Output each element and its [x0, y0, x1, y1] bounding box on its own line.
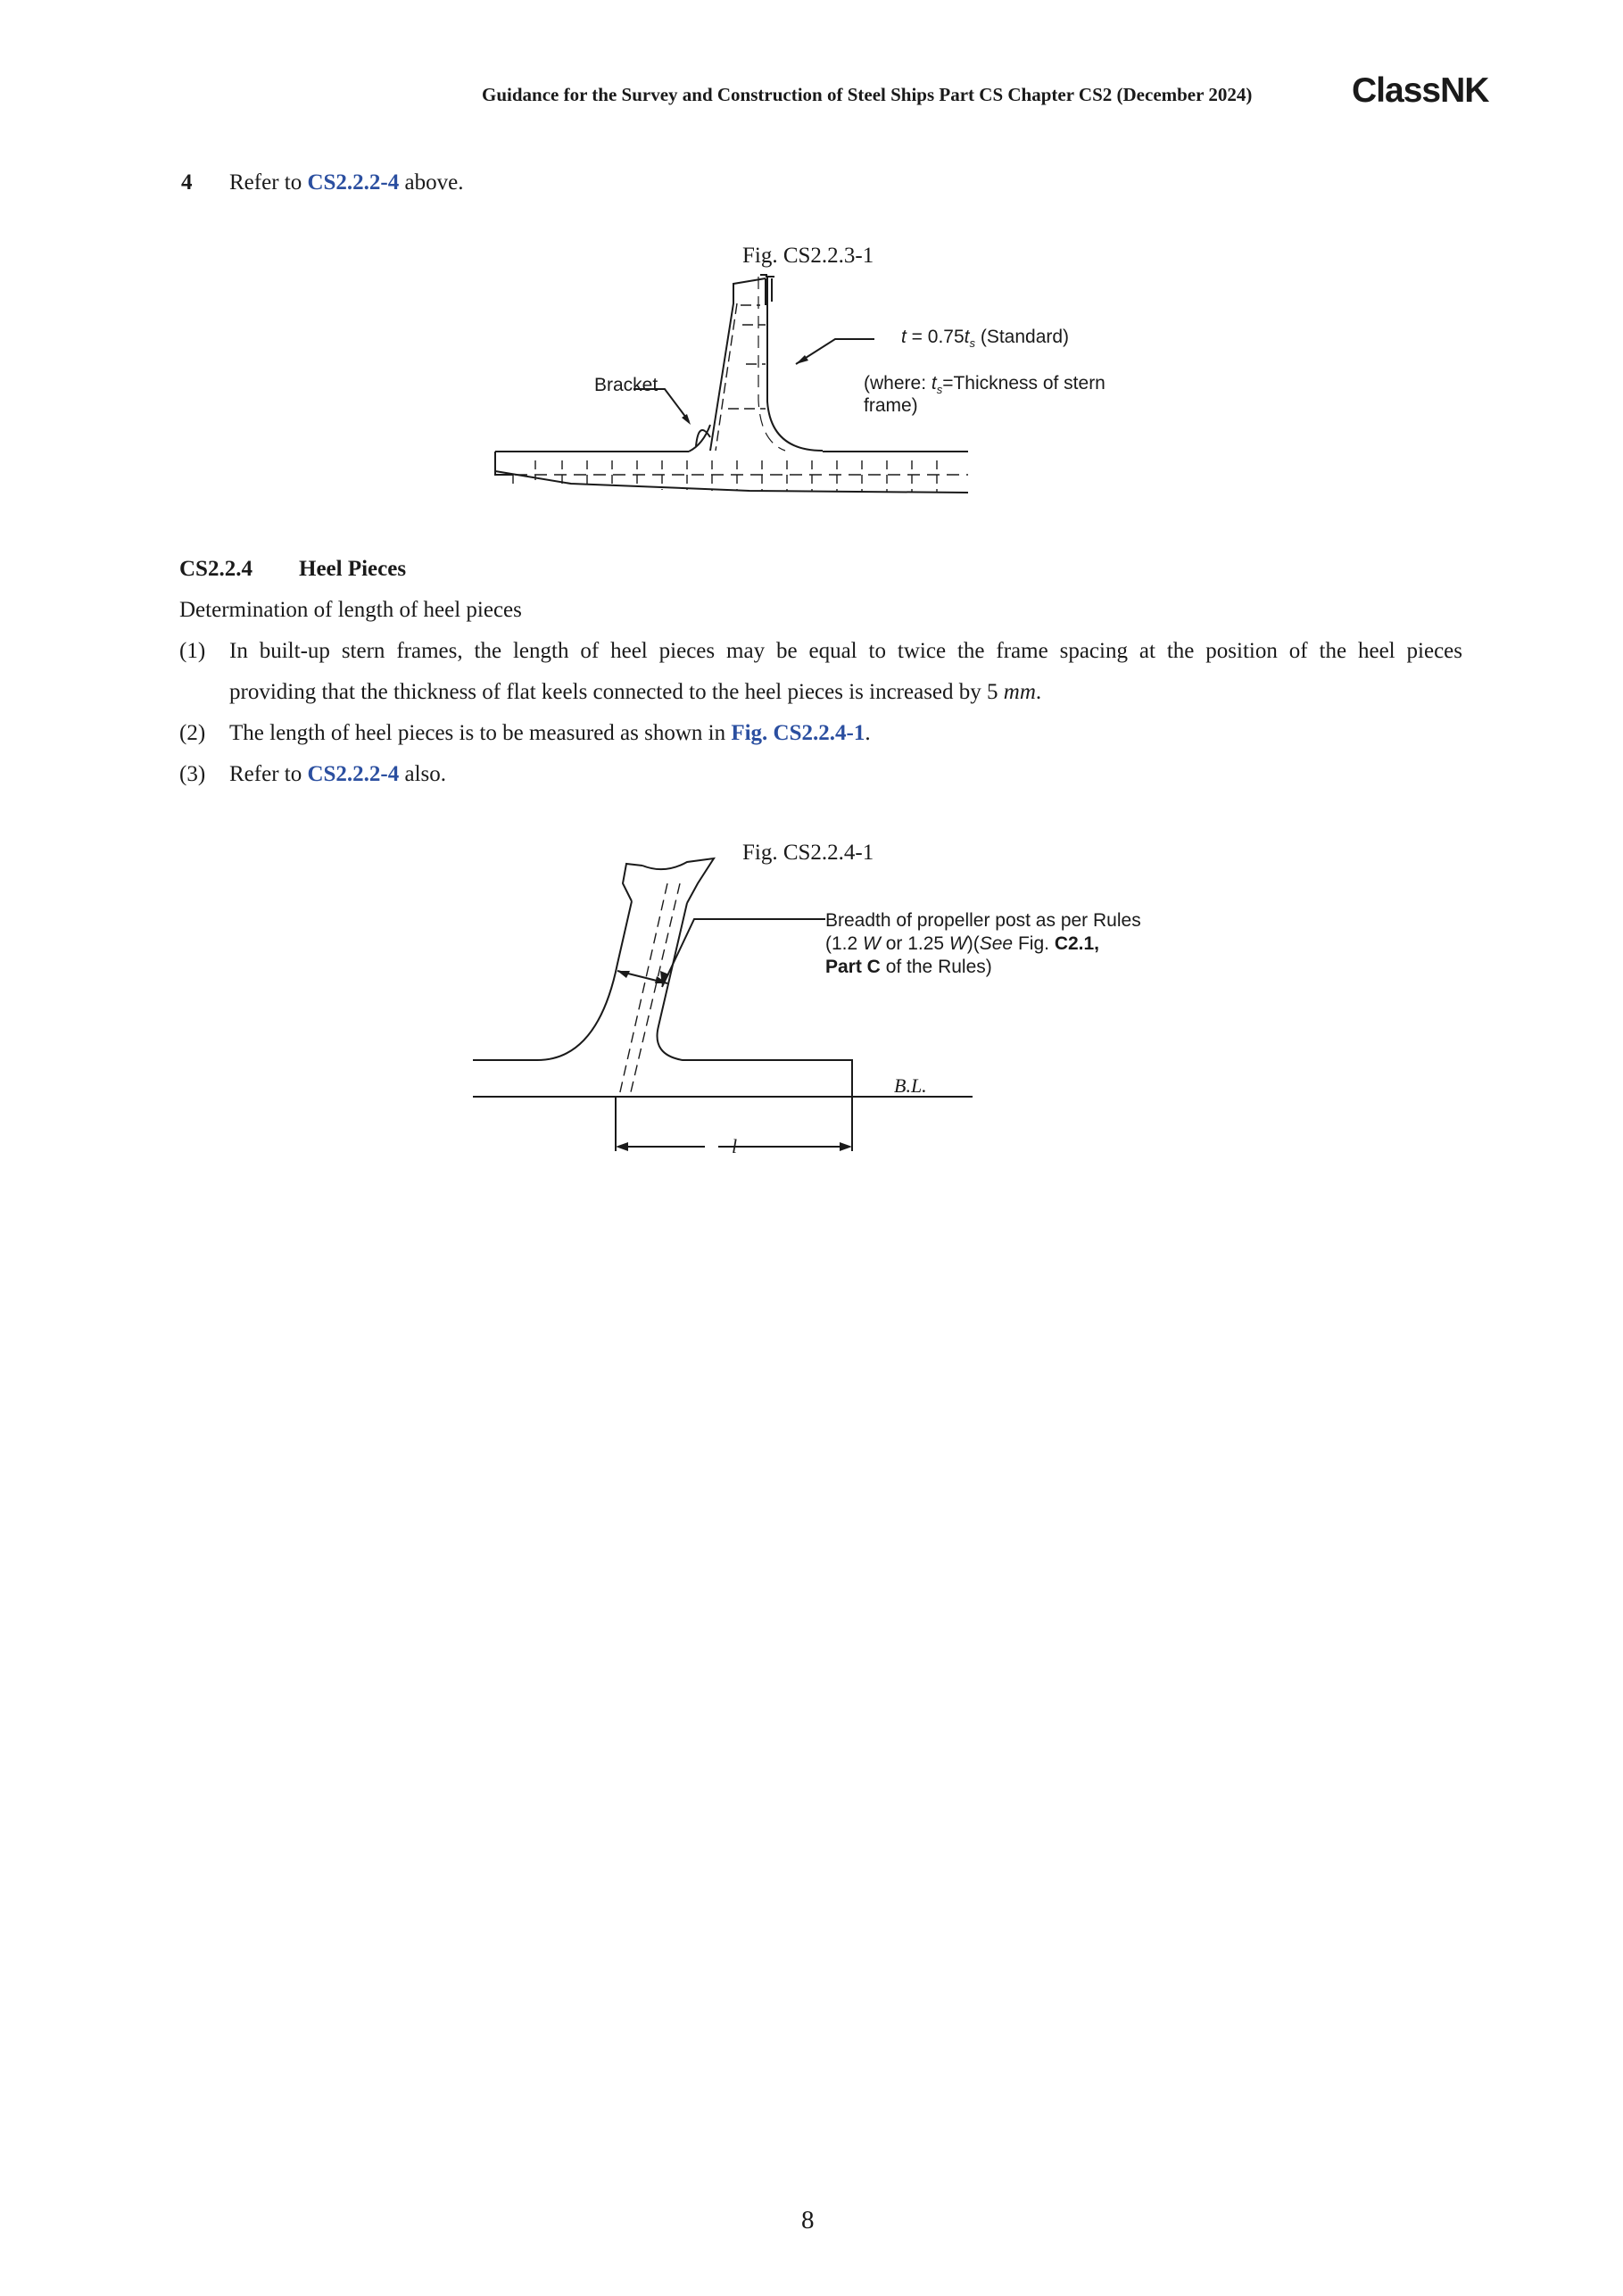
text: also.: [399, 762, 447, 786]
text-bold: Part C: [825, 957, 881, 977]
subscript: s: [969, 336, 975, 351]
text-bold: C2.1,: [1054, 933, 1100, 954]
var-t: t: [964, 327, 970, 347]
list-item-number: (1): [179, 639, 206, 663]
arrowhead: [840, 1142, 852, 1151]
text: (1.2: [825, 933, 864, 954]
bracket-curve: [689, 425, 710, 452]
post-left-outline: [710, 278, 766, 451]
post-left-outline: [473, 901, 632, 1060]
list-item-1-line1: In built-up stern frames, the length of heel pieces may be equal to twice the frame spacing at the position of the heel pieces: [229, 639, 1462, 663]
baseline-label: B.L.: [894, 1074, 927, 1097]
post-top-left: [623, 864, 642, 901]
text: Fig.: [1013, 933, 1055, 954]
length-label: l: [732, 1135, 738, 1157]
item-number: 4: [181, 170, 193, 195]
running-header: Guidance for the Survey and Construction of Steel Ships Part CS Chapter CS2 (December 2024): [482, 84, 1253, 105]
thickness-label: [901, 327, 1069, 350]
list-item-2: [229, 720, 871, 747]
breadth-label-line1: Breadth of propeller post as per Rules: [825, 910, 1141, 931]
text: (Standard): [975, 327, 1070, 347]
arrowhead: [616, 1142, 628, 1151]
text: providing that the thickness of flat keels connected to the heel pieces is increased by 5: [229, 680, 1004, 704]
page-number: 8: [801, 2206, 815, 2234]
text: or 1.25: [880, 933, 949, 954]
section-number: CS2.2.4: [179, 557, 253, 581]
where-label-line2: frame): [864, 395, 918, 416]
list-item-number: (3): [179, 762, 206, 786]
text-italic: See: [979, 933, 1014, 954]
text: of the Rules): [880, 957, 992, 977]
list-item-1-line2: [229, 679, 1041, 706]
list-item-number: (2): [179, 721, 206, 745]
post-right-outline: [767, 277, 823, 451]
arrowhead: [682, 414, 691, 425]
ref-link-fig-cs2-2-4-1[interactable]: Fig. CS2.2.4-1: [731, 721, 865, 745]
text: .: [1035, 680, 1042, 704]
text: )(: [966, 933, 980, 954]
item-4-row: [181, 170, 193, 196]
text: Refer to: [229, 170, 308, 195]
figure-1-caption: Fig. CS2.2.3-1: [742, 244, 874, 268]
text: above.: [399, 170, 464, 195]
unit: mm: [1003, 680, 1036, 704]
center-dashed-1: [619, 883, 667, 1096]
var-t: t: [931, 373, 937, 394]
section-title: Heel Pieces: [299, 557, 407, 581]
var-w: W: [948, 933, 967, 954]
where-label: [864, 373, 1105, 396]
ref-link-cs2-2-2-4[interactable]: CS2.2.2-4: [307, 762, 400, 786]
figure-2-caption: Fig. CS2.2.4-1: [742, 841, 874, 865]
breadth-label-line3: [825, 957, 992, 978]
text: The length of heel pieces is to be measured as shown in: [229, 721, 732, 745]
text: (where:: [864, 373, 932, 394]
post-right-outline: [658, 903, 852, 1151]
text: Refer to: [229, 762, 308, 786]
list-item-3: [229, 761, 446, 788]
figure-2-drawing: [473, 857, 981, 1169]
arrowhead: [617, 971, 630, 978]
breadth-leader: [662, 919, 825, 987]
section-intro: Determination of length of heel pieces: [179, 598, 522, 622]
text: .: [865, 721, 871, 745]
var-t: t: [901, 327, 907, 347]
ref-link-cs2-2-2-4[interactable]: CS2.2.2-4: [307, 170, 400, 195]
text: = 0.75: [906, 327, 965, 347]
breadth-label-line2: [825, 933, 1099, 955]
post-top-right: [642, 858, 714, 903]
center-dashed-2: [630, 883, 680, 1096]
item-4-text: [229, 170, 463, 196]
var-w: W: [863, 933, 881, 954]
subscript: s: [936, 383, 943, 397]
bracket-label: Bracket: [594, 375, 658, 395]
classnk-logo: ClassNK: [1352, 71, 1489, 110]
text: =Thickness of stern: [942, 373, 1105, 394]
